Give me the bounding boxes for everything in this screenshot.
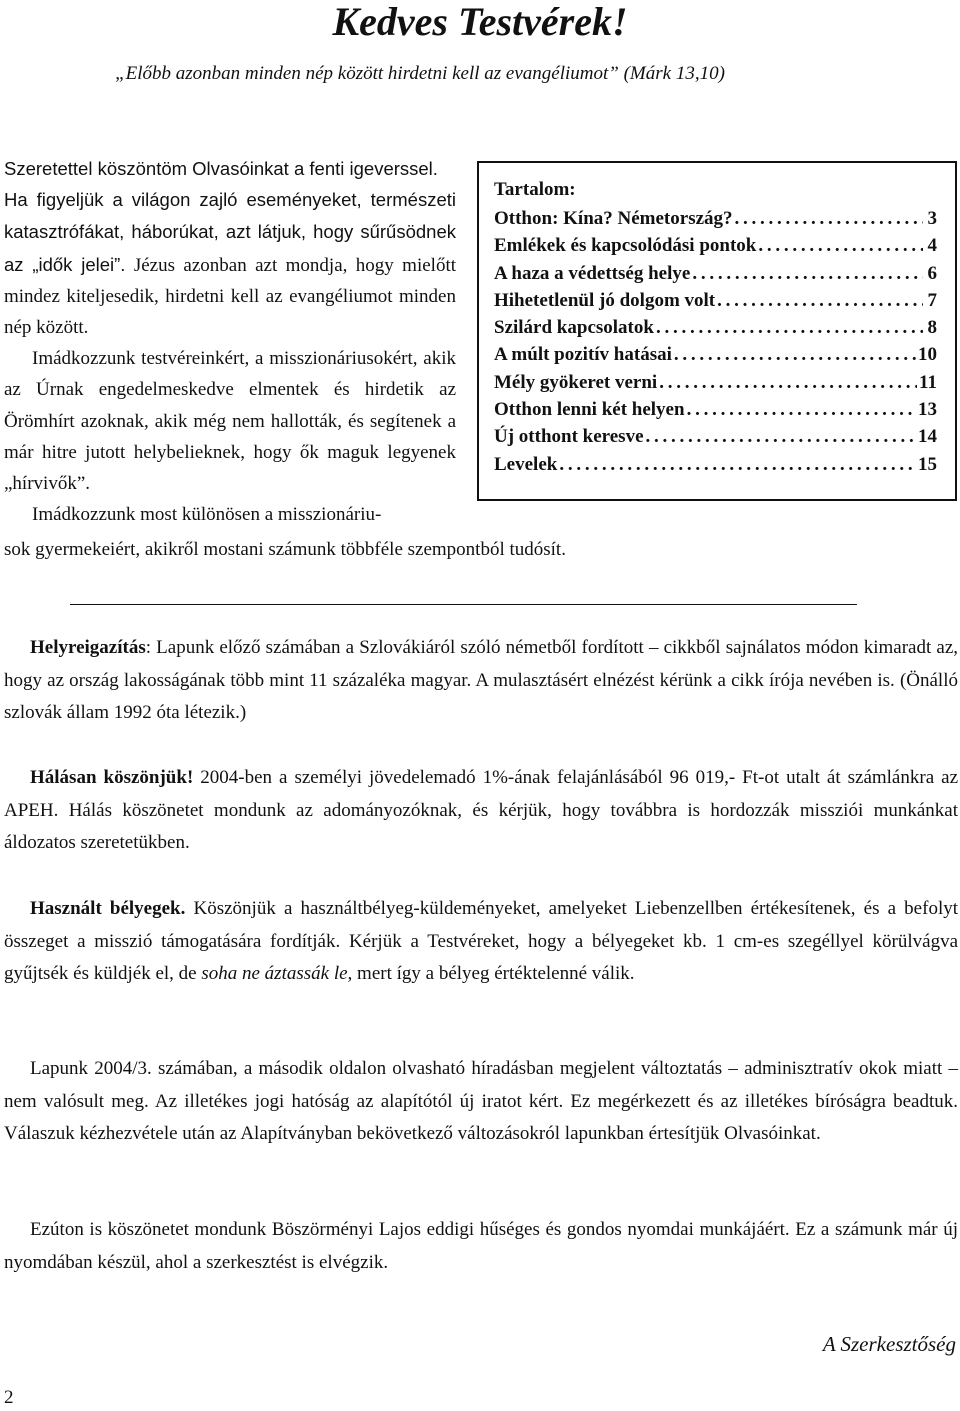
toc-leader-dots <box>758 232 923 259</box>
correction-notice <box>4 632 958 730</box>
toc-item-page: 11 <box>919 371 937 393</box>
intro-column <box>4 153 456 530</box>
toc-item <box>494 287 937 314</box>
toc-leader-dots <box>692 260 923 287</box>
thanks-text: 2004-ben a személyi jövedelemadó 1%-ának felajánlásából 96 019,- Ft-ot utalt át számlánkra az APEH. Hálás köszönetet mondunk az adományozóknak, és kérjük, hogy továbbra is hordozzák missziói munkánkat áldozatos szeretetükben. <box>4 767 958 853</box>
toc-item-page: 4 <box>927 235 937 257</box>
toc-item <box>494 369 937 396</box>
toc-item-label: Levelek <box>494 453 558 475</box>
toc-item-label: Emlékek és kapcsolódási pontok <box>494 235 757 257</box>
toc-leader-dots <box>735 205 923 232</box>
toc-item-page: 15 <box>918 453 937 475</box>
bible-verse-subtitle: „Előbb azonban minden nép között hirdetni kell az evangéliumot” (Márk 13,10) <box>115 63 725 84</box>
toc-item-page: 10 <box>918 344 937 366</box>
page-title: Kedves Testvérek! <box>332 0 628 44</box>
toc-item-page: 13 <box>918 399 937 421</box>
toc-item <box>494 423 937 450</box>
issue-change-notice <box>4 1053 958 1151</box>
toc-item-page: 14 <box>918 426 937 448</box>
toc-item <box>494 341 937 368</box>
toc-leader-dots <box>646 423 916 450</box>
table-of-contents <box>477 161 957 501</box>
toc-item-label: Otthon: Kína? Németország? <box>494 208 733 229</box>
toc-item-page: 3 <box>927 208 937 229</box>
printer-thanks-text: Ezúton is köszönetet mondunk Böszörményi Lajos eddigi hűséges és gondos nyomdai munkájáért. Ez a számunk már új nyomdában készül, ahol a szerkesztést is elvégzik. <box>4 1219 958 1273</box>
toc-leader-dots <box>687 396 916 423</box>
toc-item <box>494 314 937 341</box>
toc-item <box>494 205 937 232</box>
toc-item <box>494 451 937 478</box>
stamps-text-1: Köszönjük a használtbélyeg-küldeményeket, amelyeket Liebenzellben értékesítenek, és a befolyt összeget a misszió támogatására fordítják. Kérjük a Testvéreket, hogy a bélyegeket kb. 1 cm-es szegéllyel körülvágva gyűjtsék és küldjék el, de <box>4 898 959 984</box>
toc-item <box>494 396 937 423</box>
issue-change-text: Lapunk 2004/3. számában, a második oldalon olvasható híradásban megjelent változtatás – adminisztratív okok miatt – nem valósult meg. Az illetékes jogi hatóság az alapítótól új iratot kért. Ez megérkezett és az illetékes bíróságra beadtuk. Válaszuk kézhezvétele után az Alapítványban bekövetkező változásokról lapunkban értesítjük Olvasóinkat. <box>4 1058 958 1144</box>
toc-item-label: Otthon lenni két helyen <box>494 399 685 421</box>
printer-thanks <box>4 1214 958 1279</box>
toc-leader-dots <box>674 341 916 368</box>
toc-item-page: 6 <box>927 262 937 284</box>
toc-item-label: A haza a védettség helye <box>494 262 691 284</box>
toc-item-page: 7 <box>927 289 937 311</box>
thanks-notice <box>4 762 958 860</box>
correction-heading: Helyreigazítás <box>30 637 146 658</box>
toc-leader-dots <box>656 314 923 341</box>
toc-item-label: Szilárd kapcsolatok <box>494 317 654 339</box>
thanks-heading: Hálásan köszönjük! <box>30 767 194 788</box>
intro-paragraph-children-start: Imádkozzunk most különösen a misszionáriu- <box>32 504 382 526</box>
toc-leader-dots <box>659 369 917 396</box>
toc-title: Tartalom: <box>494 179 576 200</box>
toc-list <box>494 205 937 478</box>
intro-paragraph-jesus: Jézus azonban azt mondja, hogy mielőtt mindez kiteljesedik, hirdetni kell az evangéliumot minden nép között. <box>4 254 457 339</box>
toc-item-page: 8 <box>927 317 937 339</box>
section-divider <box>70 604 857 605</box>
toc-leader-dots <box>559 451 916 478</box>
intro-greeting: Szeretettel köszöntöm Olvasóinkat a fenti igeverssel. <box>4 158 438 179</box>
toc-item <box>494 232 937 259</box>
toc-leader-dots <box>717 287 923 314</box>
intro-paragraph-children-end: sok gyermekeiért, akikről mostani számunk többféle szempontból tudósít. <box>4 539 566 560</box>
stamps-text-2: mert így a bélyeg értéktelenné válik. <box>352 963 635 984</box>
page-number: 2 <box>4 1387 14 1408</box>
toc-item-label: Új otthont keresve <box>494 426 644 448</box>
toc-item-label: Mély gyökeret verni <box>494 371 658 393</box>
intro-paragraph-missionaries: Imádkozzunk testvéreinkért, a misszionáriusokért, akik az Úrnak engedelmeskedve elmentek és hirdetik az Örömhírt azoknak, akik még nem hallották, és segítenek a már hitre jutott helybelieknek, hogy ők maguk legyenek „hírvivők”. <box>4 348 456 495</box>
intro-paragraph-signs: Ha figyeljük a világon zajló eseményeket, természeti katasztrófákat, háborúkat, azt látjuk, hogy sűrűsödnek az „idők jelei”. <box>4 189 456 275</box>
used-stamps-notice <box>4 893 958 991</box>
toc-item-label: A múlt pozitív hatásai <box>494 344 672 366</box>
toc-item-label: Hihetetlenül jó dolgom volt <box>494 289 716 311</box>
editor-signature: A Szerkesztőség <box>822 1332 956 1356</box>
stamps-heading: Használt bélyegek. <box>30 898 186 919</box>
toc-item <box>494 260 937 287</box>
stamps-emphasis: soha ne áztassák le, <box>201 963 353 984</box>
correction-text: : Lapunk előző számában a Szlovákiáról szóló németből fordított – cikkből sajnálatos módon kimaradt az, hogy az ország lakosságának több mint 11 százaléka magyar. A mulasztásért elnézést kérünk a cikk írója nevében is. (Önálló szlovák állam 1992 óta létezik.) <box>4 637 958 723</box>
